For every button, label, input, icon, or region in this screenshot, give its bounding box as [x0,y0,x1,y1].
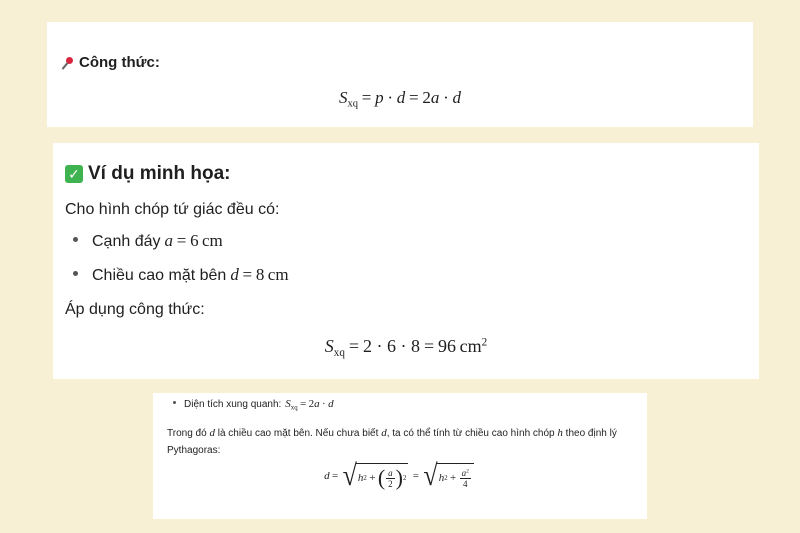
bullet-label: Diện tích xung quanh: [184,399,282,410]
pythagoras-formula: d = √ h 2 + ( $\frac{a}{2}$ ) 2 = √ h 2 + $\frac{a^2}{4}$ [153,463,647,489]
list-item [73,265,289,299]
given-value: a = 6 cm [164,231,223,250]
example-result-formula: $S_{xq} = 2 \cdot 6 \cdot 8 = 96$ $cm^2$ [324,336,488,359]
lateral-area-bullet [173,398,334,411]
apply-text: Áp dụng công thức: [65,301,205,318]
given-label: Cạnh đáy [92,233,161,250]
example-heading [65,163,231,185]
pushpin-icon [61,56,75,70]
bullet-formula: $S_{xq} = 2a \cdot d$ [285,398,334,412]
example-card [53,143,759,379]
given-label: Chiều cao mặt bên [92,267,227,284]
given-value: d = 8 cm [230,265,289,284]
list-item [73,231,289,265]
check-mark-icon: ✓ [65,165,83,183]
formula-heading [61,54,160,71]
example-heading-text: Ví dụ minh họa: [88,163,231,184]
bullet-dot [173,401,176,404]
formula-heading-text: Công thức: [79,54,160,71]
pythagoras-card [153,393,647,519]
bullet-dot [73,271,78,276]
bullet-dot [73,237,78,242]
formula-card [47,22,753,127]
lateral-area-formula: $S_{xq} = p \cdot d = 2a \cdot d$ [339,88,461,110]
example-given-list [73,231,289,299]
example-intro: Cho hình chóp tứ giác đều có: [65,201,280,218]
pythagoras-paragraph: Trong đó d là chiều cao mặt bên. Nếu chưa biết d, ta có thể tính từ chiều cao hình chóp h theo định lý Pythagoras: [167,427,617,456]
